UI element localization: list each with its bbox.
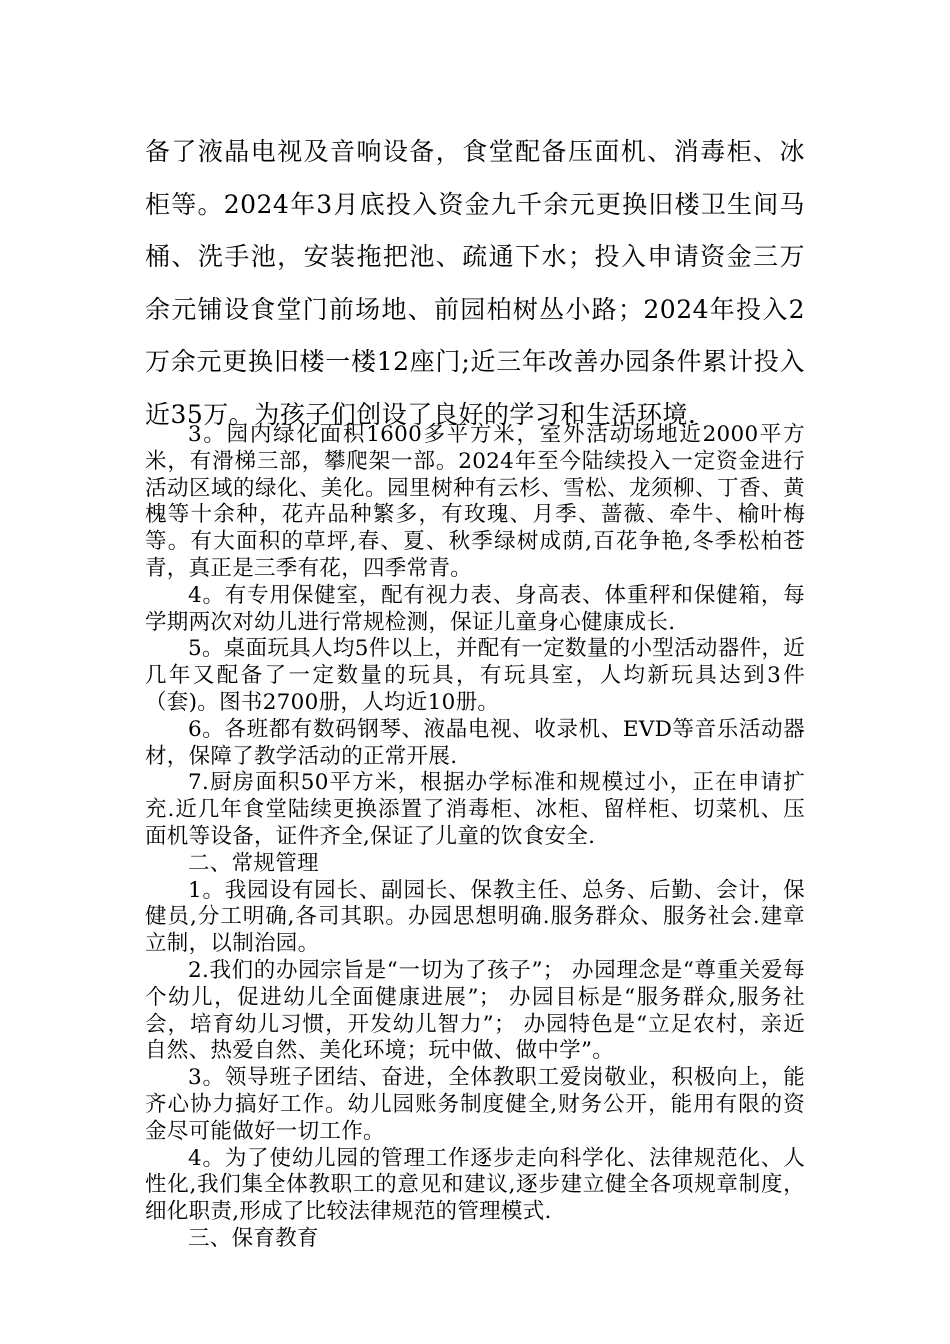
intro-paragraph: 备了液晶电视及音响设备，食堂配备压面机、消毒柜、冰柜等。2024年3月底投入资金九千余元更换旧楼卫生间马桶、洗手池，安装拖把池、疏通下水；投入申请资金三万余元铺设食堂门前场地、前园柏树丛小路；2024年投入2万余元更换旧楼一楼12座门;近三年改善办园条件累计投入近35万。为孩子们创设了良好的学习和生活环境. bbox=[145, 137, 805, 429]
paragraph-kitchen: 7.厨房面积50平方米，根据办学标准和规模过小，正在申请扩充.近几年食堂陆续更换添置了消毒柜、冰柜、留样柜、切菜机、压面机等设备，证件齐全,保证了儿童的饮食安全. bbox=[145, 770, 805, 849]
section-heading-routine-management: 二、常规管理 bbox=[188, 850, 319, 876]
section-heading-care-education: 三、保育教育 bbox=[188, 1225, 319, 1251]
body-section bbox=[145, 422, 805, 1253]
paragraph-staffing: 1。我园设有园长、副园长、保教主任、总务、后勤、会计，保健员,分工明确,各司其职。办园思想明确.服务群众、服务社会.建章立制，以制治园。 bbox=[145, 877, 805, 957]
intro-section bbox=[145, 126, 805, 441]
paragraph-toys: 5。桌面玩具人均5件以上，并配有一定数量的小型活动器件，近几年又配备了一定数量的玩具，有玩具室，人均新玩具达到3件（套)。图书2700册，人均近10册。 bbox=[145, 636, 805, 715]
paragraph-music-equipment: 6。各班都有数码钢琴、液晶电视、收录机、EVD等音乐活动器材，保障了教学活动的正常开展. bbox=[145, 716, 805, 769]
paragraph-regulations: 4。为了使幼儿园的管理工作逐步走向科学化、法律规范化、人性化,我们集全体教职工的意见和建议,逐步建立健全各项规章制度，细化职责,形成了比较法律规范的管理模式. bbox=[145, 1145, 805, 1225]
paragraph-leadership: 3。领导班子团结、奋进，全体教职工爱岗敬业，积极向上，能齐心协力搞好工作。幼儿园账务制度健全,财务公开，能用有限的资金尽可能做好一切工作。 bbox=[145, 1065, 805, 1144]
paragraph-health-room: 4。有专用保健室，配有视力表、身高表、体重秤和保健箱，每学期两次对幼儿进行常规检测，保证儿童身心健康成长. bbox=[145, 582, 805, 635]
paragraph-philosophy: 2.我们的办园宗旨是“一切为了孩子”； 办园理念是“尊重关爱每个幼儿，促进幼儿全面健康进展”； 办园目标是“服务群众,服务社会，培育幼儿习惯，开发幼儿智力”； 办园特色是“立足农村，亲近自然、热爱自然、美化环境；玩中做、做中学”。 bbox=[145, 957, 805, 1064]
paragraph-greening: 3。园内绿化面积1600多平方米，室外活动场地近2000平方米，有滑梯三部，攀爬架一部。2024年至今陆续投入一定资金进行活动区域的绿化、美化。园里树种有云杉、雪松、龙须柳、丁香、黄槐等十余种，花卉品种繁多，有玫瑰、月季、蔷薇、牵牛、榆叶梅等。有大面积的草坪,春、夏、秋季绿树成荫,百花争艳,冬季松柏苍青，真正是三季有花，四季常青。 bbox=[145, 422, 805, 581]
